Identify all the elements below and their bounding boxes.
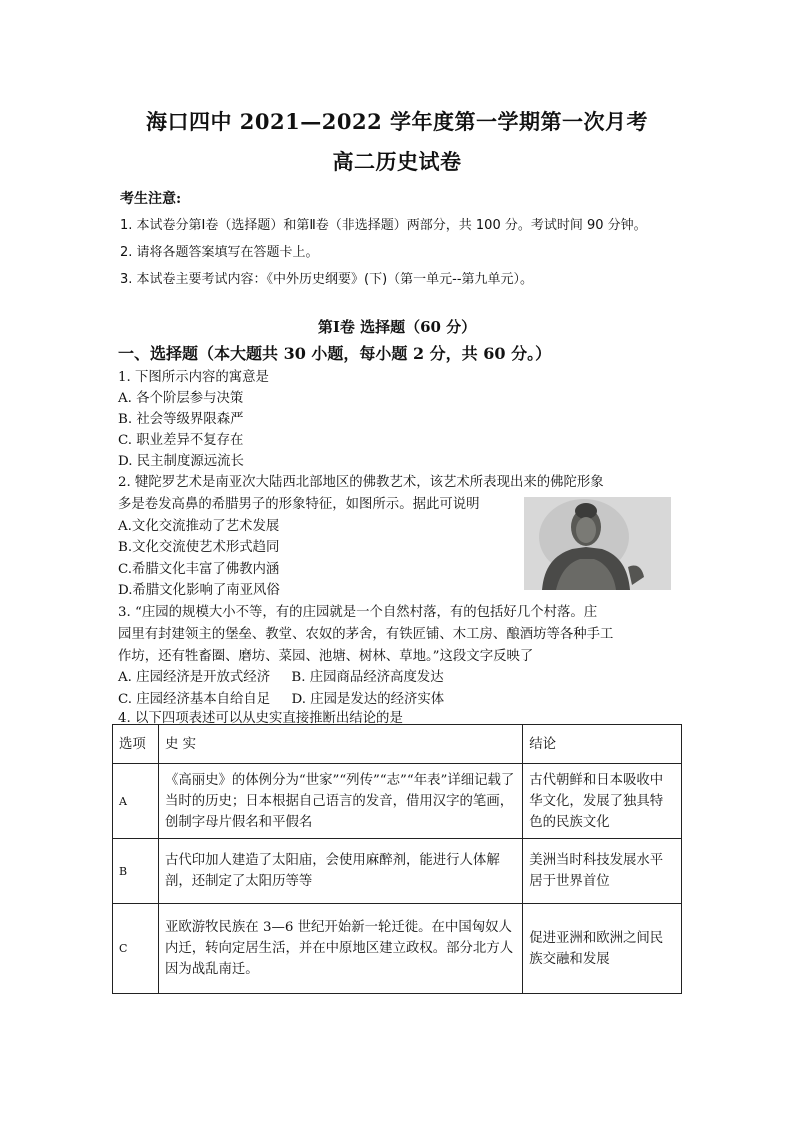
note-item: 1. 本试卷分第Ⅰ卷（选择题）和第Ⅱ卷（非选择题）两部分，共 100 分。考试时间 90 分钟。 [120, 218, 647, 233]
q2-option-a: A.文化交流推动了艺术发展 [118, 519, 280, 534]
q2-stem-line2: 多是卷发高鼻的希腊男子的形象特征，如图所示。据此可说明 [118, 497, 480, 512]
row-fact: 古代印加人建造了太阳庙，会使用麻醉剂，能进行人体解剖，还制定了太阳历等等 [158, 839, 522, 904]
q3-stem-line3: 作坊，还有牲畜圈、磨坊、菜园、池塘、树林、草地。”这段文字反映了 [118, 649, 534, 664]
exam-title: 海口四中 2021—2022 学年度第一学期第一次月考 [145, 109, 648, 134]
q3-stem-line1: 3. “庄园的规模大小不等，有的庄园就是一个自然村落，有的包括好几个村落。庄 [118, 605, 598, 620]
q3-stem-line2: 园里有封建领主的堡垒、教堂、农奴的茅舍，有铁匠铺、木工房、酿酒坊等各种手工 [118, 627, 614, 642]
q2-option-c: C.希腊文化丰富了佛教内涵 [118, 562, 280, 577]
q2-option-b: B.文化交流使艺术形式趋同 [118, 540, 280, 555]
q1-option-c: C. 职业差异不复存在 [118, 433, 244, 448]
table-header-row [113, 725, 682, 764]
q1-stem: 1. 下图所示内容的寓意是 [118, 370, 269, 385]
q1-option-a: A. 各个阶层参与决策 [118, 391, 244, 406]
row-fact: 《高丽史》的体例分为“世家”“列传”“志”“年表”详细记载了当时的历史；日本根据自己语言的发音，借用汉字的笔画，创制字母片假名和平假名 [158, 764, 522, 839]
q3-options-ab: A. 庄园经济是开放式经济 B. 庄园商品经济高度发达 [118, 670, 444, 685]
table-row [113, 764, 682, 839]
exam-subtitle: 高二历史试卷 [332, 149, 462, 174]
row-conclusion: 古代朝鲜和日本吸收中华文化，发展了独具特色的民族文化 [523, 764, 682, 839]
q3-options-cd: C. 庄园经济基本自给自足 D. 庄园是发达的经济实体 [118, 692, 445, 707]
section-title: 一、选择题（本大题共 30 小题，每小题 2 分，共 60 分。） [118, 344, 552, 363]
table-row [113, 904, 682, 994]
row-conclusion: 促进亚洲和欧洲之间民族交融和发展 [523, 904, 682, 994]
row-option: C [113, 904, 159, 994]
gandhara-buddha-image [524, 497, 671, 590]
header-conclusion: 结论 [523, 725, 682, 764]
note-item: 2. 请将各题答案填写在答题卡上。 [120, 245, 319, 260]
q4-table [112, 724, 682, 994]
q1-option-b: B. 社会等级界限森严 [118, 412, 244, 427]
part-title: 第Ⅰ卷 选择题（60 分） [317, 318, 477, 336]
row-option: B [113, 839, 159, 904]
q1-option-d: D. 民主制度源远流长 [118, 454, 244, 469]
header-option: 选项 [113, 725, 159, 764]
q4-stem: 4. 以下四项表述可以从史实直接推断出结论的是 [118, 711, 403, 726]
q2-option-d: D.希腊文化影响了南亚风俗 [118, 583, 280, 598]
notes-heading: 考生注意: [120, 191, 182, 207]
header-fact: 史 实 [158, 725, 522, 764]
buddha-statue-icon [524, 497, 671, 590]
row-conclusion: 美洲当时科技发展水平居于世界首位 [523, 839, 682, 904]
row-fact: 亚欧游牧民族在 3—6 世纪开始新一轮迁徙。在中国匈奴人内迁，转向定居生活，并在中原地区建立政权。部分北方人因为战乱南迁。 [158, 904, 522, 994]
note-item: 3. 本试卷主要考试内容：《中外历史纲要》(下)（第一单元--第九单元）。 [120, 272, 534, 287]
table-row [113, 839, 682, 904]
row-option: A [113, 764, 159, 839]
q2-stem-line1: 2. 犍陀罗艺术是南亚次大陆西北部地区的佛教艺术，该艺术所表现出来的佛陀形象 [118, 475, 604, 490]
